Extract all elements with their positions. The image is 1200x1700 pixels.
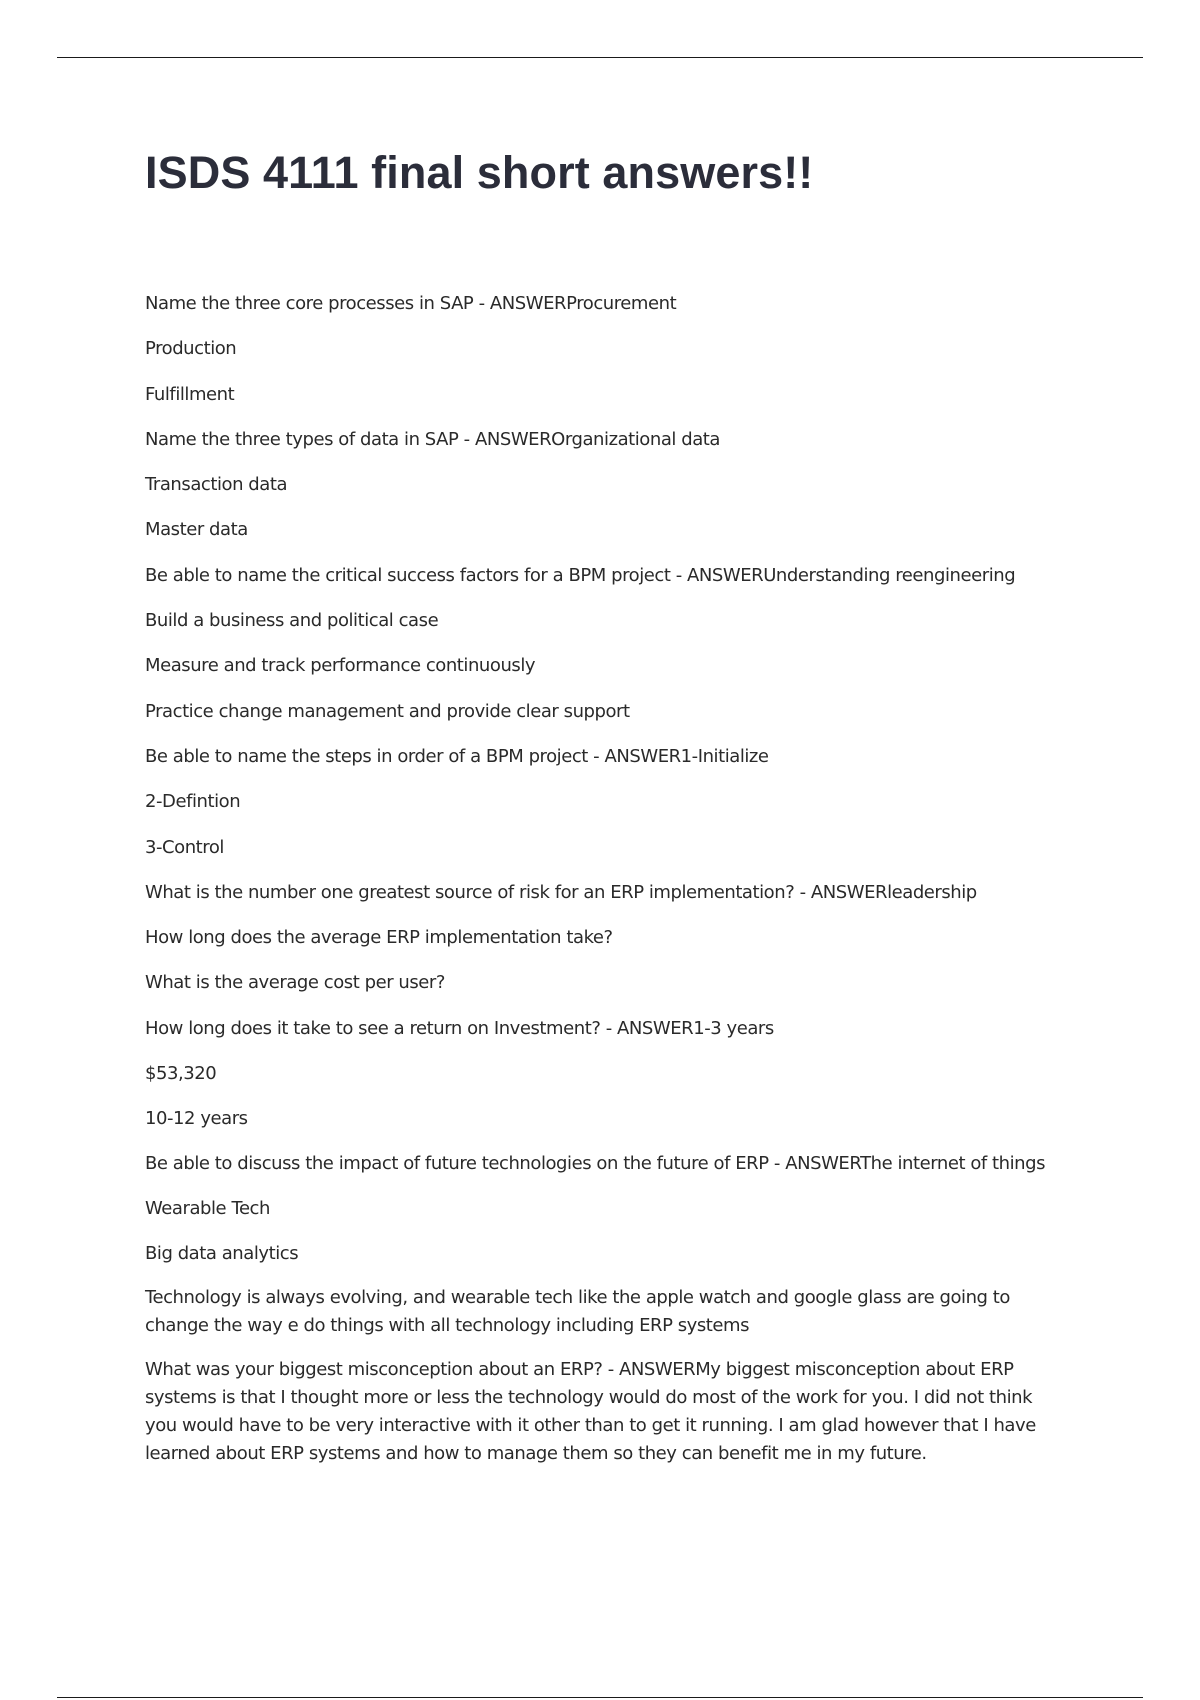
text-line: Be able to name the critical success factors for a BPM project - ANSWERUnderstanding reengineering bbox=[145, 564, 1016, 586]
text-line: Big data analytics bbox=[145, 1242, 299, 1264]
text-line: How long does the average ERP implementation take? bbox=[145, 927, 613, 949]
text-line: Measure and track performance continuously bbox=[145, 655, 536, 677]
document-title: ISDS 4111 final short answers!! bbox=[145, 147, 814, 198]
text-line: Production bbox=[145, 338, 237, 360]
text-line: Transaction data bbox=[145, 474, 288, 496]
text-line: $53,320 bbox=[145, 1063, 217, 1085]
text-line: 10-12 years bbox=[145, 1108, 248, 1130]
footer-rule bbox=[57, 1697, 1143, 1698]
text-line: Master data bbox=[145, 519, 248, 541]
header-rule bbox=[57, 57, 1143, 58]
text-line: Practice change management and provide clear support bbox=[145, 700, 630, 722]
text-line: Name the three types of data in SAP - ANSWEROrganizational data bbox=[145, 428, 720, 450]
text-line: Build a business and political case bbox=[145, 610, 439, 632]
text-line: What is the number one greatest source of risk for an ERP implementation? - ANSWERleadership bbox=[145, 881, 977, 903]
misconception-answer: What was your biggest misconception about an ERP? - ANSWERMy biggest misconception about ERP systems is that I thought more or less the technology would do most of the work for you. I did not think you would have to be very interactive with it other than to get it running. I am glad however that I have learned about ERP systems and how to manage them so they can benefit me in my future. bbox=[145, 1359, 1036, 1465]
text-line: Fulfillment bbox=[145, 383, 235, 405]
document-body bbox=[145, 289, 1065, 1484]
text-line: 3-Control bbox=[145, 836, 224, 858]
text-line: How long does it take to see a return on Investment? - ANSWER1-3 years bbox=[145, 1017, 774, 1039]
text-line: Wearable Tech bbox=[145, 1197, 270, 1219]
text-line: What is the average cost per user? bbox=[145, 972, 445, 994]
text-line: 2-Defintion bbox=[145, 791, 241, 813]
text-line: Name the three core processes in SAP - ANSWERProcurement bbox=[145, 293, 677, 314]
text-line: Be able to name the steps in order of a BPM project - ANSWER1-Initialize bbox=[145, 745, 769, 767]
future-tech-question: Be able to discuss the impact of future technologies on the future of ERP - ANSWERThe internet of things bbox=[145, 1152, 1046, 1174]
future-tech-discussion: Technology is always evolving, and wearable tech like the apple watch and google glass are going to change the way e do things with all technology including ERP systems bbox=[145, 1287, 1010, 1337]
